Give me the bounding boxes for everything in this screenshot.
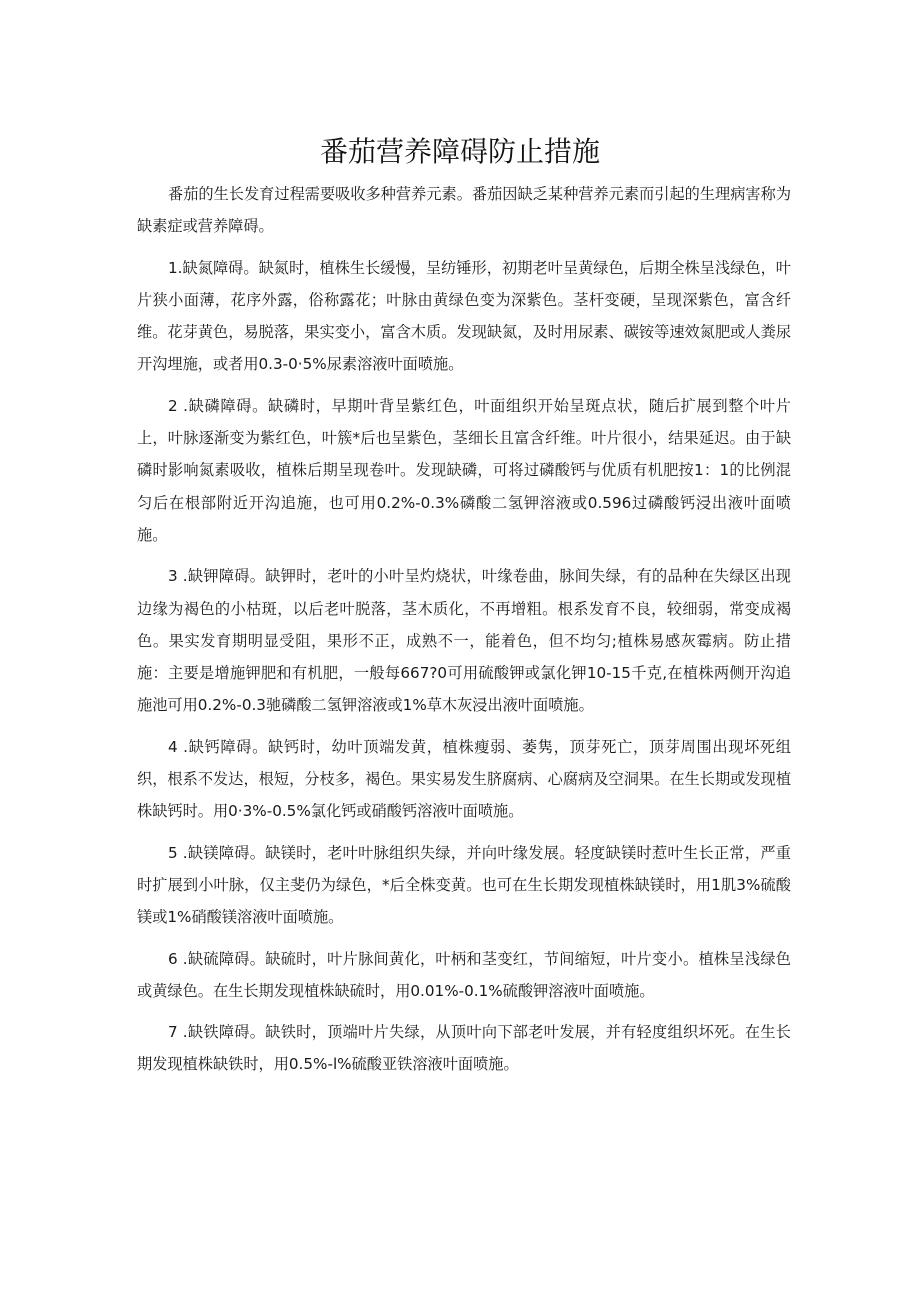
phosphorus-deficiency-paragraph: 2 .缺磷障碍。缺磷时，早期叶背呈紫红色，叶面组织开始呈斑点状，随后扩展到整个叶片上，叶脉逐渐变为紫红色，叶簇*后也呈紫色，茎细长且富含纤维。叶片很小，结果延迟。由于缺磷时影响氮素吸收，植株后期呈现卷叶。发现缺磷，可将过磷酸钙与优质有机肥按1：1的比例混匀后在根部附近开沟追施，也可用0.2%-0.3%磷酸二氢钾溶液或0.596过磷酸钙浸出液叶面喷施。	[137, 396, 791, 544]
nitrogen-deficiency-paragraph: 1.缺氮障碍。缺氮时，植株生长缓慢，呈纺锤形，初期老叶呈黄绿色，后期全株呈浅绿色，叶片狭小面薄，花序外露，俗称露花；叶脉由黄绿色变为深紫色。茎杆变硬，呈现深紫色，富含纤维。花芽黄色，易脱落，果实变小，富含木质。发现缺氮，及时用尿素、碳铵等速效氮肥或人粪尿开沟埋施，或者用0.3-0·5%尿素溶液叶面喷施。	[137, 258, 791, 374]
potassium-deficiency-paragraph: 3 .缺钾障碍。缺钾时，老叶的小叶呈灼烧状，叶缘卷曲，脉间失绿，有的品种在失绿区出现边缘为褐色的小枯斑，以后老叶脱落，茎木质化，不再增粗。根系发育不良，较细弱，常变成褐色。果实发育期明显受阻，果形不正，成熟不一，能着色，但不均匀;植株易感灰霉病。防止措施：主要是增施钾肥和有机肥，一般每667?0可用硫酸钾或氯化钾10-15千克,在植株两侧开沟追施池可用0.2%-0.3驰磷酸二氢钾溶液或1%草木灰浸出液叶面喷施。	[137, 567, 791, 715]
calcium-deficiency-paragraph: 4 .缺钙障碍。缺钙时，幼叶顶端发黄，植株瘦弱、萎隽，顶芽死亡，顶芽周围出现坏死组织，根系不发达，根短，分枝多，褐色。果实易发生脐腐病、心腐病及空洞果。在生长期或发现植株缺钙时。用0·3%-0.5%氯化钙或硝酸钙溶液叶面喷施。	[137, 737, 791, 821]
document-body	[137, 178, 791, 1090]
magnesium-deficiency-paragraph: 5 .缺镁障碍。缺镁时，老叶叶脉组织失绿，并向叶缘发展。轻度缺镁时惹叶生长正常，严重时扩展到小叶脉，仅主斐仍为绿色，*后全株变黄。也可在生长期发现植株缺镁时，用1肌3%硫酸镁或1%硝酸镁溶液叶面喷施。	[137, 843, 791, 927]
sulfur-deficiency-paragraph: 6 .缺硫障碍。缺硫时，叶片脉间黄化，叶柄和茎变红，节间缩短，叶片变小。植株呈浅绿色或黄绿色。在生长期发现植株缺硫时，用0.01%-0.1%硫酸钾溶液叶面喷施。	[137, 949, 791, 1000]
document-title: 番茄营养障碍防止措施	[319, 134, 600, 168]
intro-paragraph: 番茄的生长发育过程需要吸收多种营养元素。番茄因缺乏某种营养元素而引起的生理病害称为缺素症或营养障碍。	[137, 185, 791, 236]
iron-deficiency-paragraph: 7 .缺铁障碍。缺铁时，顶端叶片失绿，从顶叶向下部老叶发展，并有轻度组织坏死。在生长期发现植株缺铁时，用0.5%-l%硫酸亚铁溶液叶面喷施。	[137, 1023, 791, 1074]
